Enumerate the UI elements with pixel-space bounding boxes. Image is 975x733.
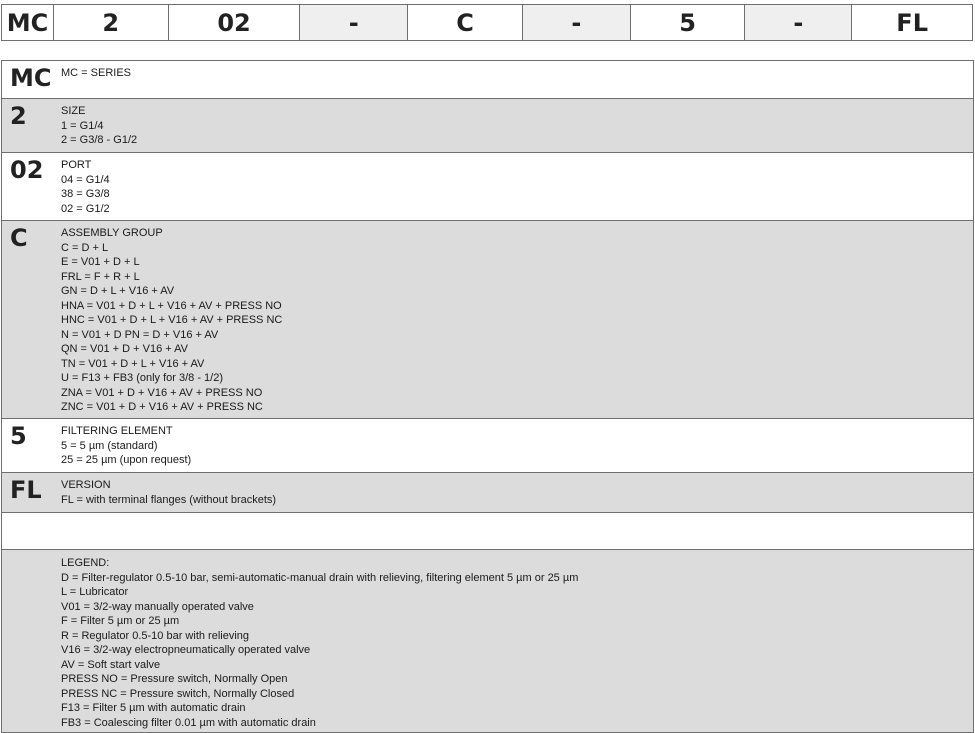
description-line: 38 = G3/8 [61, 188, 110, 200]
description-line: ZNC = V01 + D + V16 + AV + PRESS NC [61, 401, 263, 413]
legend-item: F = Filter 5 µm or 25 µm [61, 615, 180, 627]
section-size [2, 98, 973, 152]
description-heading: ASSEMBLY GROUP [61, 227, 163, 239]
section-code: C [10, 224, 28, 252]
legend-item: R = Regulator 0.5-10 bar with relieving [61, 629, 250, 642]
description-heading: SIZE [61, 105, 86, 117]
legend-item: V01 = 3/2-way manually operated valve [61, 600, 254, 613]
description-line: QN = V01 + D + V16 + AV [61, 343, 188, 355]
legend-list [61, 556, 578, 730]
description-line: FRL = F + R + L [61, 270, 140, 283]
description-line: N = V01 + D PN = D + V16 + AV [61, 328, 219, 341]
section-code: 2 [10, 102, 27, 130]
section-filtering-element [2, 418, 973, 472]
description-heading: FILTERING ELEMENT [61, 425, 173, 437]
section-series [2, 61, 973, 98]
section-port [2, 152, 973, 220]
legend-heading: LEGEND: [61, 557, 110, 569]
section-description [61, 66, 131, 81]
description-line: MC = SERIES [61, 67, 131, 79]
code-part-series: MC [6, 8, 49, 37]
legend-item: AV = Soft start valve [61, 658, 161, 671]
legend-item: FB3 = Coalescing filter 0.01 µm with automatic drain [61, 716, 316, 729]
legend-item: PRESS NC = Pressure switch, Normally Closed [61, 687, 295, 700]
description-line: E = V01 + D + L [61, 256, 140, 268]
description-line: 25 = 25 µm (upon request) [61, 454, 192, 466]
legend-item: PRESS NO = Pressure switch, Normally Open [61, 673, 288, 685]
section-description [61, 424, 191, 468]
section-legend [2, 549, 973, 732]
code-strip [1, 4, 973, 41]
description-line: 1 = G1/4 [61, 119, 104, 132]
section-empty [2, 512, 973, 549]
description-line: 04 = G1/4 [61, 173, 110, 186]
section-description [61, 158, 110, 216]
code-part-assembly: C [407, 5, 522, 40]
section-code: MC [10, 64, 52, 92]
section-version [2, 472, 973, 512]
code-part-separator: - [522, 5, 630, 40]
description-heading: PORT [61, 159, 92, 171]
section-description [61, 226, 282, 415]
code-part-separator: - [299, 5, 407, 40]
code-part-filter: 5 [630, 5, 745, 40]
description-line: 5 = 5 µm (standard) [61, 439, 158, 452]
section-code: FL [10, 476, 42, 504]
description-line: U = F13 + FB3 (only for 3/8 - 1/2) [61, 372, 224, 384]
section-description [61, 478, 276, 507]
description-line: ZNA = V01 + D + V16 + AV + PRESS NO [61, 386, 263, 399]
section-code: 5 [10, 422, 27, 450]
description-heading: VERSION [61, 479, 111, 491]
ordering-code-table [1, 60, 974, 733]
legend-item: F13 = Filter 5 µm with automatic drain [61, 702, 246, 714]
code-part-version: FL [851, 5, 972, 40]
legend-item: D = Filter-regulator 0.5-10 bar, semi-automatic-manual drain with relieving, filtering element 5 µm or 25 µm [61, 571, 579, 584]
section-assembly-group [2, 220, 973, 418]
description-line: 02 = G1/2 [61, 202, 110, 215]
code-part-port: 02 [168, 5, 300, 40]
legend-item: L = Lubricator [61, 586, 129, 598]
section-code: 02 [10, 156, 44, 184]
section-description [61, 104, 137, 148]
code-part-separator: - [744, 5, 851, 40]
legend-item: V16 = 3/2-way electropneumatically operated valve [61, 644, 311, 656]
code-part-size: 2 [53, 5, 168, 40]
description-line: C = D + L [61, 241, 109, 254]
description-line: HNC = V01 + D + L + V16 + AV + PRESS NC [61, 314, 283, 326]
description-line: GN = D + L + V16 + AV [61, 285, 175, 297]
description-line: HNA = V01 + D + L + V16 + AV + PRESS NO [61, 299, 282, 312]
description-line: TN = V01 + D + L + V16 + AV [61, 357, 205, 370]
description-line: 2 = G3/8 - G1/2 [61, 134, 138, 146]
description-line: FL = with terminal flanges (without brackets) [61, 493, 277, 506]
